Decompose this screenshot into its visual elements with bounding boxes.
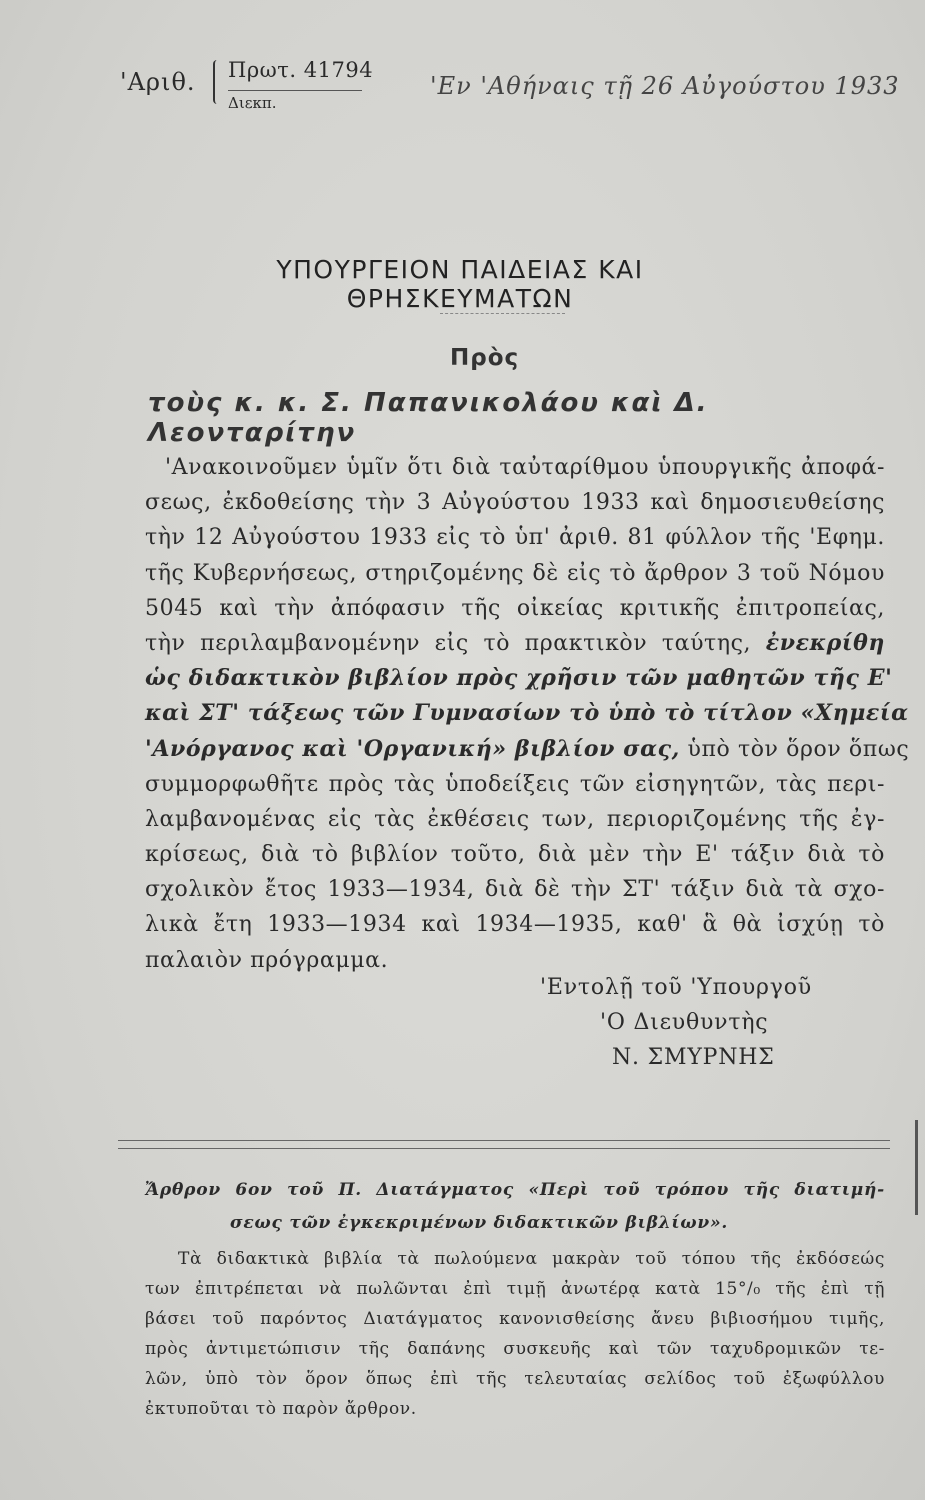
body-line (145, 626, 885, 661)
dispatch-label: Διεκπ. (228, 94, 277, 112)
ministry-heading: ΥΠΟΥΡΓΕΙΟΝ ΠΑΙΔΕΙΑΣ ΚΑΙ ΘΡΗΣΚΕΥΜΑΤΩΝ (276, 255, 644, 313)
letter-date: 'Εν 'Αθήναις τῇ 26 Αὐγούστου 1933 (430, 72, 900, 100)
body-line-emphasis: ὡς διδακτικὸν βιβλίον πρὸς χρῆσιν τῶν μαθητῶν τῆς Ε' (145, 665, 893, 692)
signature-title: 'Ο Διευθυντὴς (600, 1010, 769, 1035)
protocol-number-label: 'Αριθ. (120, 68, 196, 96)
recipients: τοὺς κ. κ. Σ. Παπανικολάου καὶ Δ. Λεονταρίτην (148, 388, 709, 448)
body-line: 'Ανακοινοῦμεν ὑμῖν ὅτι διὰ ταὐταρίθμου ὑπουργικῆς ἀποφά- (165, 455, 885, 480)
body-line (145, 732, 910, 767)
footnote-line: των ἐπιτρέπεται νὰ πωλῶνται ἐπὶ τιμῇ ἀνωτέρᾳ κατὰ 15°/₀ τῆς ἐπὶ τῇ (145, 1279, 885, 1299)
letter-body (145, 450, 910, 978)
body-line: κρίσεως, διὰ τὸ βιβλίον τοῦτο, διὰ μὲν τὴν Ε' τάξιν διὰ τὸ (145, 842, 885, 868)
footnote-title: Ἄρθρον 6ον τοῦ Π. Διατάγματος «Περὶ τοῦ τρόπου τῆς διατιμή- (145, 1180, 885, 1200)
body-line-emphasis: καὶ ΣΤ' τάξεως τῶν Γυμνασίων τὸ ὑπὸ τὸ τίτλον «Χημεία (145, 700, 909, 727)
body-text: τὴν περιλαμβανομένην εἰς τὸ πρακτικὸν ταύτης, (145, 630, 752, 656)
body-line: συμμορφωθῆτε πρὸς τὰς ὑποδείξεις τῶν εἰσηγητῶν, τὰς περι- (145, 771, 885, 797)
signature-name: Ν. ΣΜΥΡΝΗΣ (612, 1045, 775, 1070)
body-line: λικὰ ἔτη 1933—1934 καὶ 1934—1935, καθ' ἃ θὰ ἰσχύῃ τὸ (145, 912, 885, 938)
heading-divider (440, 313, 565, 314)
signature-mandate: 'Εντολῇ τοῦ 'Υπουργοῦ (540, 975, 812, 1000)
body-line: 5045 καὶ τὴν ἀπόφασιν τῆς οἰκείας κριτικῆς ἐπιτροπείας, (145, 595, 885, 621)
body-line: παλαιὸν πρόγραμμα. (145, 947, 389, 973)
footnote-line: πρὸς ἀντιμετώπισιν τῆς δαπάνης συσκευῆς καὶ τῶν ταχυδρομικῶν τε- (145, 1339, 885, 1359)
body-line: σεως, ἐκδοθείσης τὴν 3 Αὐγούστου 1933 καὶ δημοσιευθείσης (145, 490, 885, 516)
body-line: λαμβανομένας εἰς τὰς ἐκθέσεις των, περιοριζομένης τῆς ἐγ- (145, 806, 885, 832)
footnote-divider (118, 1140, 890, 1149)
protocol-divider (228, 90, 362, 91)
body-line: τὴν 12 Αὐγούστου 1933 εἰς τὸ ὑπ' ἀριθ. 81 φύλλον τῆς 'Εφημ. (145, 525, 885, 551)
protocol-number: Πρωτ. 41794 (228, 58, 374, 82)
brace-mark (213, 60, 221, 104)
footnote-line: λῶν, ὑπὸ τὸν ὅρον ὅπως ἐπὶ τῆς τελευταίας σελίδος τοῦ ἐξωφύλλου (145, 1369, 885, 1389)
footnote-line: ἐκτυποῦται τὸ παρὸν ἄρθρον. (145, 1399, 417, 1419)
footnote-title-cont: σεως τῶν ἐγκεκριμένων διδακτικῶν βιβλίων». (230, 1213, 729, 1233)
body-line: σχολικὸν ἔτος 1933—1934, διὰ δὲ τὴν ΣΤ' τάξιν διὰ τὰ σχο- (145, 877, 885, 903)
approved-emphasis: ἐνεκρίθη (765, 629, 885, 656)
margin-mark (915, 1120, 918, 1215)
body-line: τῆς Κυβερνήσεως, στηριζομένης δὲ εἰς τὸ ἄρθρον 3 τοῦ Νόμου (145, 560, 885, 586)
footnote-line: Τὰ διδακτικὰ βιβλία τὰ πωλούμενα μακρὰν τοῦ τόπου τῆς ἐκδόσεώς (178, 1249, 885, 1269)
address-to: Πρὸς (450, 345, 520, 371)
body-text: ὑπὸ τὸν ὅρον ὅπως (687, 736, 910, 762)
footnote-line: βάσει τοῦ παρόντος Διατάγματος κανονισθείσης ἄνευ βιβιοσήμου τιμῆς, (145, 1309, 885, 1329)
book-title: 'Ανόργανος καὶ 'Οργανική» βιβλίον σας, (145, 735, 680, 762)
